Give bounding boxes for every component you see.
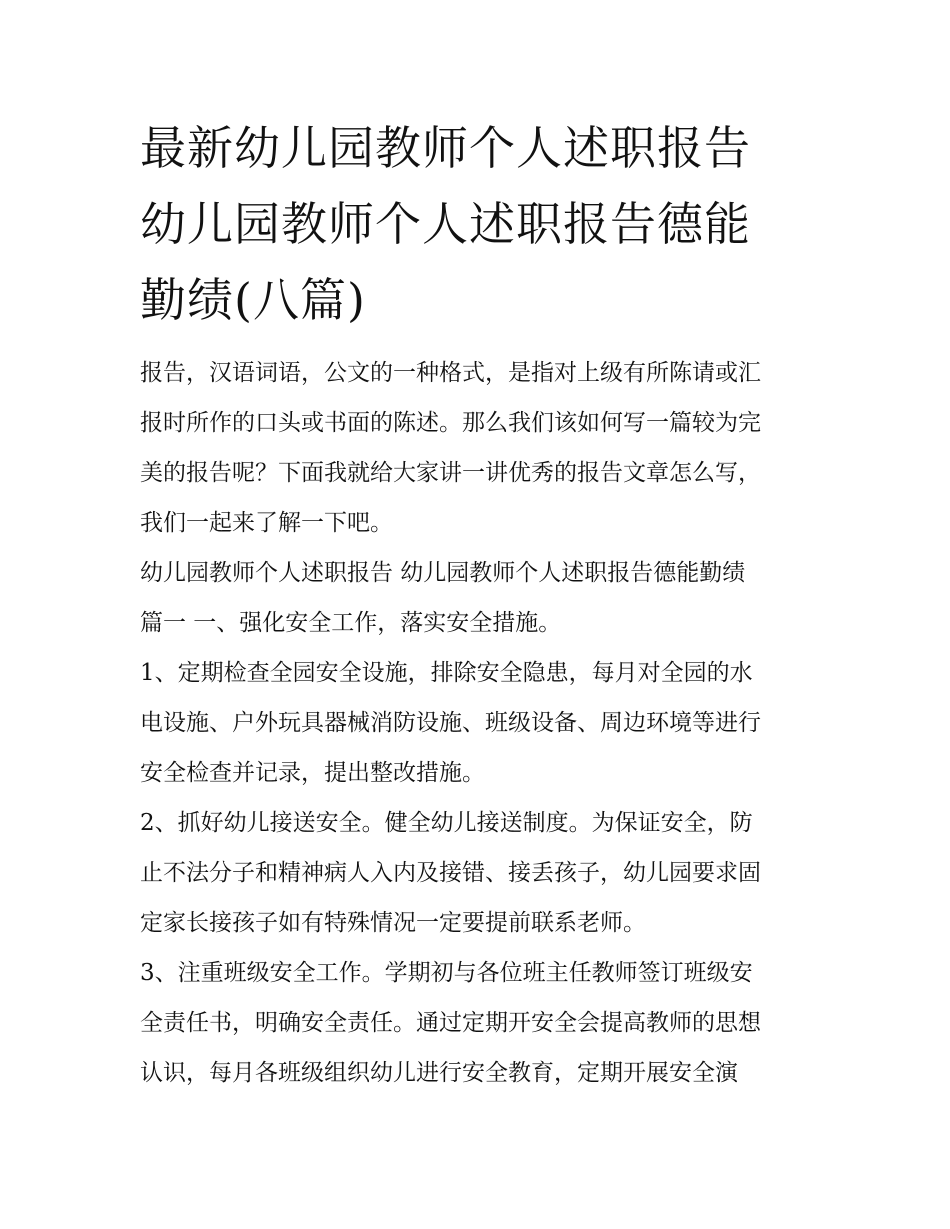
text-line: 认识，每月各班级组织幼儿进行安全教育，定期开展安全演 xyxy=(140,1060,738,1086)
text-line: 安全检查并记录，提出整改措施。 xyxy=(140,760,485,786)
document-page xyxy=(140,110,820,1098)
text-line: 2、抓好幼儿接送安全。健全幼儿接送制度。为保证安全，防 xyxy=(140,810,753,836)
text-line: 定家长接孩子如有特殊情况一定要提前联系老师。 xyxy=(140,910,646,936)
text-line: 电设施、户外玩具器械消防设施、班级设备、周边环境等进行 xyxy=(140,710,761,736)
text-line: 我们一起来了解一下吧。 xyxy=(140,510,393,536)
document-body xyxy=(140,348,820,1098)
document-title xyxy=(140,110,820,338)
text-line: 1、定期检查全园安全设施，排除安全隐患，每月对全园的水 xyxy=(140,660,753,686)
text-line: 幼儿园教师个人述职报告 幼儿园教师个人述职报告德能勤绩 xyxy=(140,560,746,586)
text-line: 报时所作的口头或书面的陈述。那么我们该如何写一篇较为完 xyxy=(140,410,761,436)
title-line: 幼儿园教师个人述职报告德能 xyxy=(140,197,751,251)
text-line: 3、注重班级安全工作。学期初与各位班主任教师签订班级安 xyxy=(140,960,753,986)
item-paragraph-2 xyxy=(140,798,820,948)
text-line: 全责任书，明确安全责任。通过定期开安全会提高教师的思想 xyxy=(140,1010,761,1036)
text-line: 止不法分子和精神病人入内及接错、接丢孩子，幼儿园要求固 xyxy=(140,860,761,886)
item-paragraph-3 xyxy=(140,948,820,1098)
title-line: 勤绩(八篇) xyxy=(140,273,366,327)
title-line: 最新幼儿园教师个人述职报告 xyxy=(140,121,751,175)
item-paragraph-1 xyxy=(140,648,820,798)
intro-paragraph xyxy=(140,348,820,548)
text-line: 篇一 一、强化安全工作，落实安全措施。 xyxy=(140,610,562,636)
section-heading-paragraph xyxy=(140,548,820,648)
text-line: 美的报告呢？下面我就给大家讲一讲优秀的报告文章怎么写， xyxy=(140,460,761,486)
text-line: 报告，汉语词语，公文的一种格式，是指对上级有所陈请或汇 xyxy=(140,360,761,386)
